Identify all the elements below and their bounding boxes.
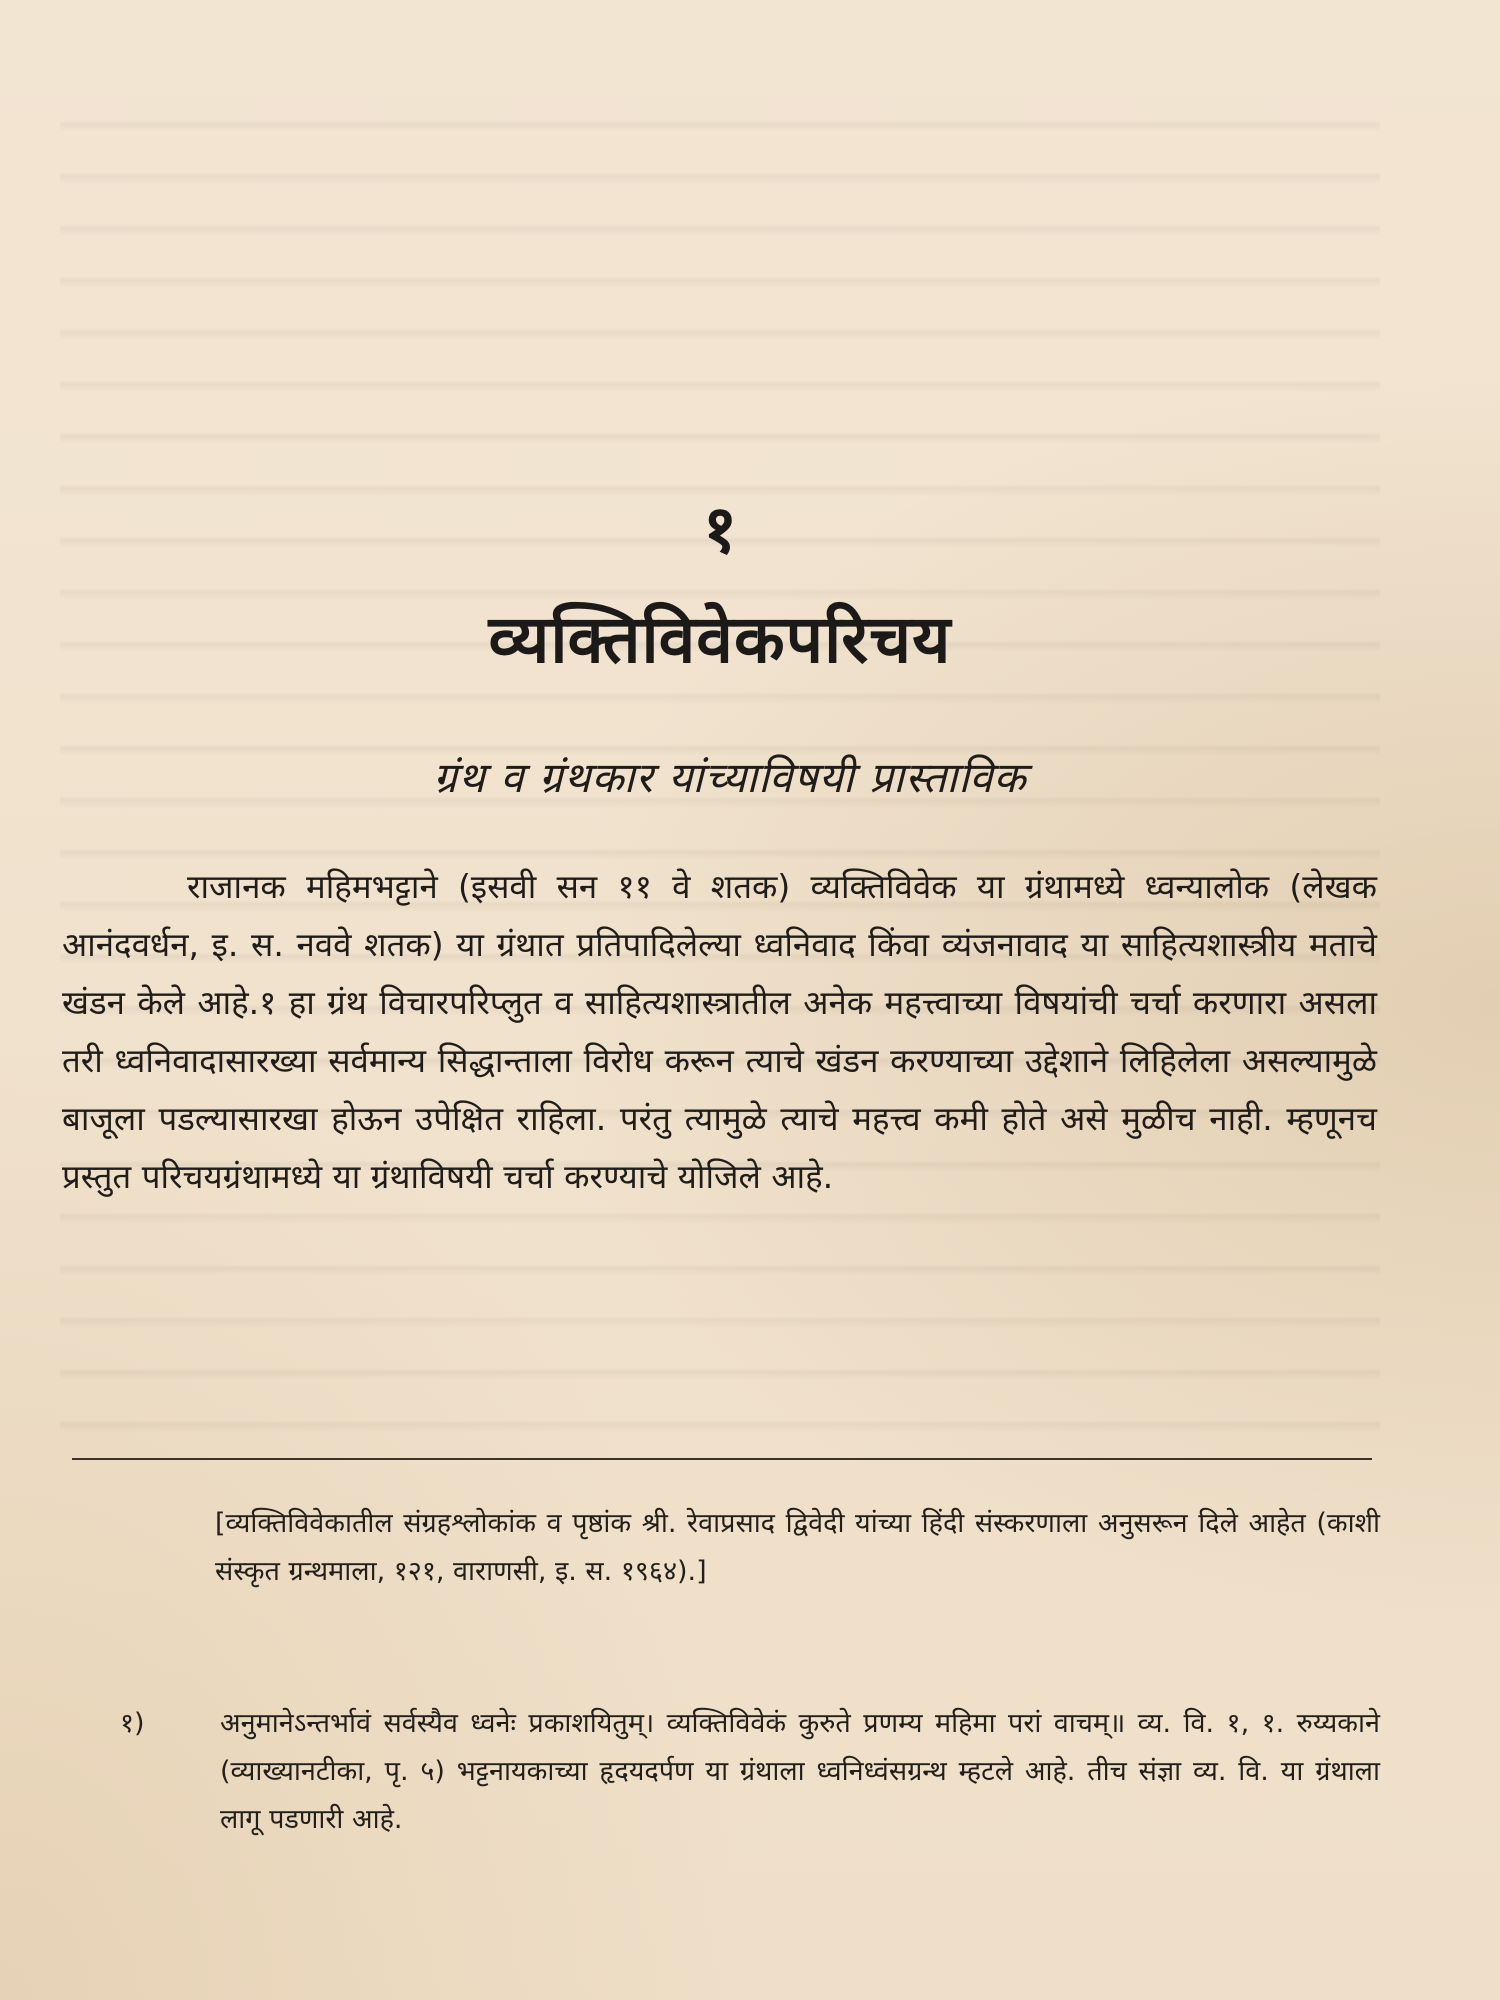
chapter-subtitle: ग्रंथ व ग्रंथकार यांच्याविषयी प्रास्ताविक bbox=[433, 753, 1027, 802]
body-paragraph: राजानक महिमभट्टाने (इसवी सन ११ वे शतक) व्यक्तिविवेक या ग्रंथामध्ये ध्वन्यालोक (लेखक आनंदवर्धन, इ. स. नववे शतक) या ग्रंथात प्रतिपादिलेल्या ध्वनिवाद किंवा व्यंजनावाद या साहित्यशास्त्रीय मताचे खंडन केले आहे.१ हा ग्रंथ विचारपरिप्लुत व साहित्यशास्त्रातील अनेक महत्त्वाच्या विषयांची चर्चा करणारा असला तरी ध्वनिवादासारख्या सर्वमान्य सिद्धान्ताला विरोध करून त्याचे खंडन करण्याच्या उद्देशाने लिहिलेला असल्यामुळे बाजूला पडल्यासारखा होऊन उपेक्षित राहिला. परंतु त्यामुळे त्याचे महत्त्व कमी होते असे मुळीच नाही. म्हणूनच प्रस्तुत परिचयग्रंथामध्ये या ग्रंथाविषयी चर्चा करण्याचे योजिले आहे. bbox=[62, 867, 1377, 1196]
chapter-title: व्यक्तिविवेकपरिचय bbox=[488, 601, 952, 678]
editorial-note: [व्यक्तिविवेकातील संग्रहश्लोकांक व पृष्ठांक श्री. रेवाप्रसाद द्विवेदी यांच्या हिंदी संस्करणाला अनुसरून दिले आहेत (काशी संस्कृत ग्रन्थमाला, १२१, वाराणसी, इ. स. १९६४).] bbox=[215, 1508, 1380, 1587]
footnote-marker: १) bbox=[120, 1708, 145, 1739]
body-text bbox=[62, 858, 1377, 1206]
footnote-text: अनुमानेऽन्तर्भावं सर्वस्यैव ध्वनेः प्रकाशयितुम्। व्यक्तिविवेकं कुरुते प्रणम्य महिमा परां वाचम्॥ व्य. वि. १, १. रुय्यकाने (व्याख्यानटीका, पृ. ५) भट्टनायकाच्या हृदयदर्पण या ग्रंथाला ध्वनिध्वंसग्रन्थ म्हटले आहे. तीच संज्ञा व्य. वि. या ग्रंथाला लागू पडणारी आहे. bbox=[220, 1708, 1380, 1835]
footnote bbox=[120, 1700, 1380, 1844]
footnote-divider bbox=[72, 1458, 1372, 1460]
chapter-number: १ bbox=[702, 491, 738, 568]
